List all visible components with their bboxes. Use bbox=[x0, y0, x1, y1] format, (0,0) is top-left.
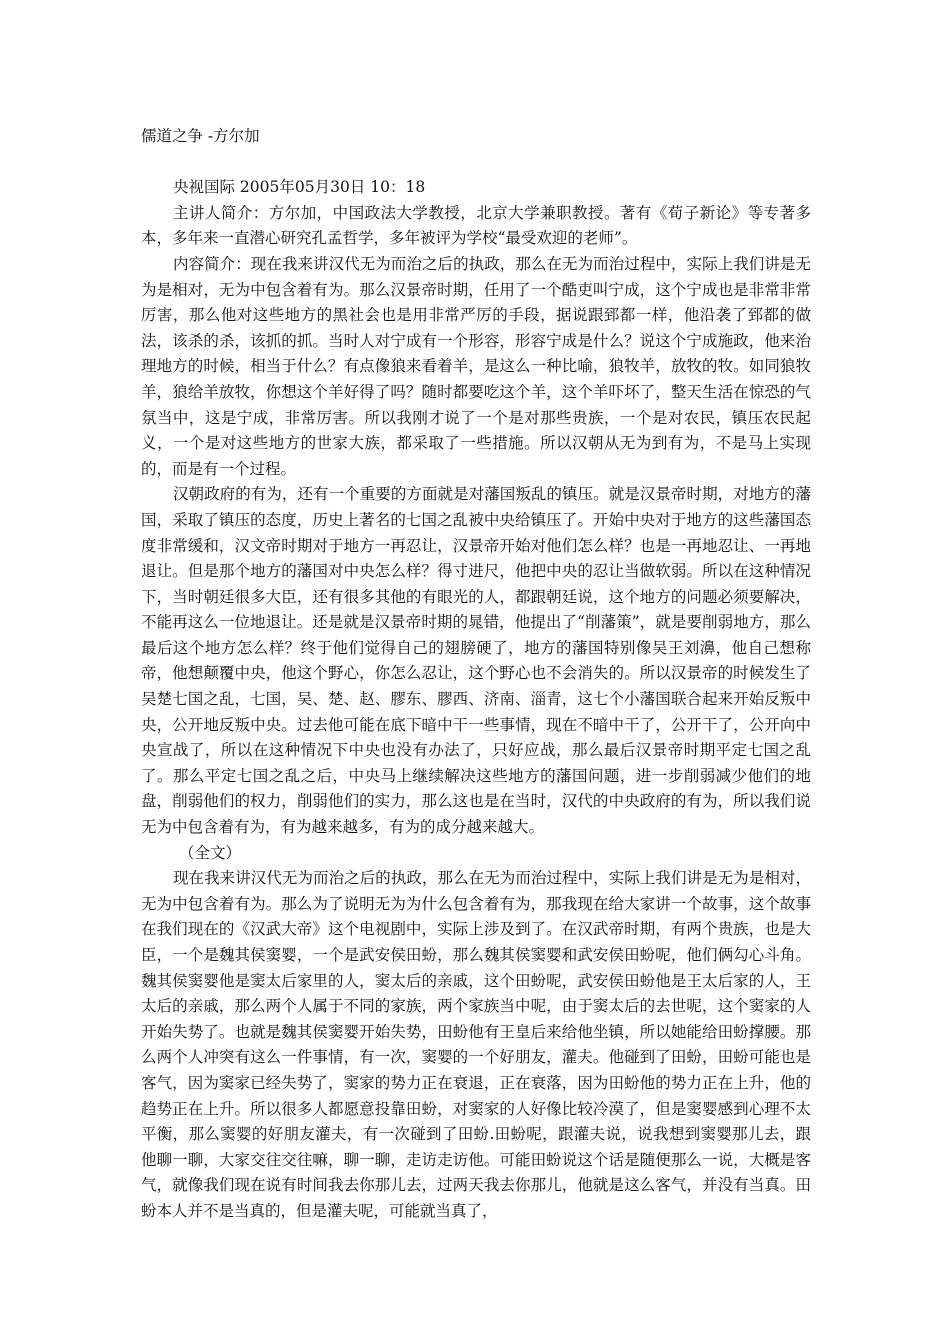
fulltext-label: （全文） bbox=[179, 843, 242, 862]
source-line: 央视国际 2005年05月30日 10：18 bbox=[173, 178, 426, 197]
speaker-intro-paragraph: 主讲人简介：方尔加，中国政法大学教授，北京大学兼职教授。著有《荀子新论》等专著多本，多年来一直潜心研究孔孟哲学，多年被评为学校“最受欢迎的老师”。 bbox=[141, 203, 811, 248]
document-title: 儒道之争 -方尔加 bbox=[141, 127, 260, 145]
document-body bbox=[141, 124, 811, 1225]
body-paragraph: 汉朝政府的有为，还有一个重要的方面就是对藩国叛乱的镇压。就是汉景帝时期，对地方的藩国，采取了镇压的态度，历史上著名的七国之乱被中央给镇压了。开始中央对于地方的这些藩国态度非常缓和，汉文帝时期对于地方一再忍让，汉景帝开始对他们怎么样？也是一再地忍让、一再地退让。但是那个地方的藩国对中央怎么样？得寸进尺，他把中央的忍让当做软弱。所以在这种情况下，当时朝廷很多大臣，还有很多其他的有眼光的人，都跟朝廷说，这个地方的问题必须要解决，不能再这么一位地退让。还是就是汉景帝时期的晁错，他提出了“削藩策”，就是要削弱地方，那么最后这个地方怎么样？终于他们觉得自己的翅膀硬了，地方的藩国特别像吴王刘濞，他自己想称帝，他想颠覆中央，他这个野心，你怎么忍让，这个野心也不会消失的。所以汉景帝的时候发生了吴楚七国之乱，七国，吴、楚、赵、膠东、膠西、济南、淄青，这七个小藩国联合起来开始反叛中央，公开地反叛中央。过去他可能在底下暗中干一些事情，现在不暗中干了，公开干了，公开向中央宣战了，所以在这种情况下中央也没有办法了，只好应战，那么最后汉景帝时期平定七国之乱了。那么平定七国之乱之后，中央马上继续解决这些地方的藩国问题，进一步削弱减少他们的地盘，削弱他们的权力，削弱他们的实力，那么这也是在当时，汉代的中央政府的有为，所以我们说无为中包含着有为，有为越来越多，有为的成分越来越大。 bbox=[141, 485, 811, 837]
content-intro-paragraph: 内容简介：现在我来讲汉代无为而治之后的执政，那么在无为而治过程中，实际上我们讲是无为是相对，无为中包含着有为。那么汉景帝时期，任用了一个酷吏叫宁成，这个宁成也是非常非常厉害，那么他对这些地方的黑社会也是用非常严厉的手段，据说跟郅都一样，他沿袭了郅都的做法，该杀的杀，该抓的抓。当时人对宁成有一个形容，形容宁成是什么？说这个宁成施政，他来治理地方的时候，相当于什么？有点像狼来看着羊，是这么一种比喻，狼牧羊，放牧的牧。如同狼牧羊，狼给羊放牧，你想这个羊好得了吗？随时都要吃这个羊，这个羊吓坏了，整天生活在惊恐的气氛当中，这是宁成，非常厉害。所以我刚才说了一个是对那些贵族，一个是对农民，镇压农民起义，一个是对这些地方的世家大族，都采取了一些措施。所以汉朝从无为到有为，不是马上实现的，而是有一个过程。 bbox=[141, 254, 811, 478]
fulltext-paragraph: 现在我来讲汉代无为而治之后的执政，那么在无为而治过程中，实际上我们讲是无为是相对，无为中包含着有为。那么为了说明无为为什么包含着有为，那我现在给大家讲一个故事，这个故事在我们现在的《汉武大帝》这个电视剧中，实际上涉及到了。在汉武帝时期，有两个贵族，也是大臣，一个是魏其侯窦婴，一个是武安侯田蚡，那么魏其侯窦婴和武安侯田蚡呢，他们俩勾心斗角。魏其侯窦婴他是窦太后家里的人，窦太后的亲戚，这个田蚡呢，武安侯田蚡他是王太后家的人，王太后的亲戚，那么两个人属于不同的家族，两个家族当中呢，由于窦太后的去世呢，这个窦家的人开始失势了。也就是魏其侯窦婴开始失势，田蚡他有王皇后来给他坐镇，所以她能给田蚡撑腰。那么两个人冲突有这么一件事情，有一次，窦婴的一个好朋友，灌夫。他碰到了田蚡，田蚡可能也是客气，因为窦家已经失势了，窦家的势力正在衰退，正在衰落，因为田蚡他的势力正在上升，他的趋势正在上升。所以很多人都愿意投靠田蚡，对窦家的人好像比较冷漠了，但是窦婴感到心理不太平衡，那么窦婴的好朋友灌夫，有一次碰到了田蚡.田蚡呢，跟灌夫说，说我想到窦婴那儿去，跟他聊一聊，大家交往交往嘛，聊一聊，走访走访他。可能田蚡说这个话是随便那么一说，大概是客气，就像我们现在说有时间我去你那儿去，过两天我去你那儿，他就是这么客气，并没有当真。田蚡本人并不是当真的，但是灌夫呢，可能就当真了， bbox=[141, 869, 811, 1220]
